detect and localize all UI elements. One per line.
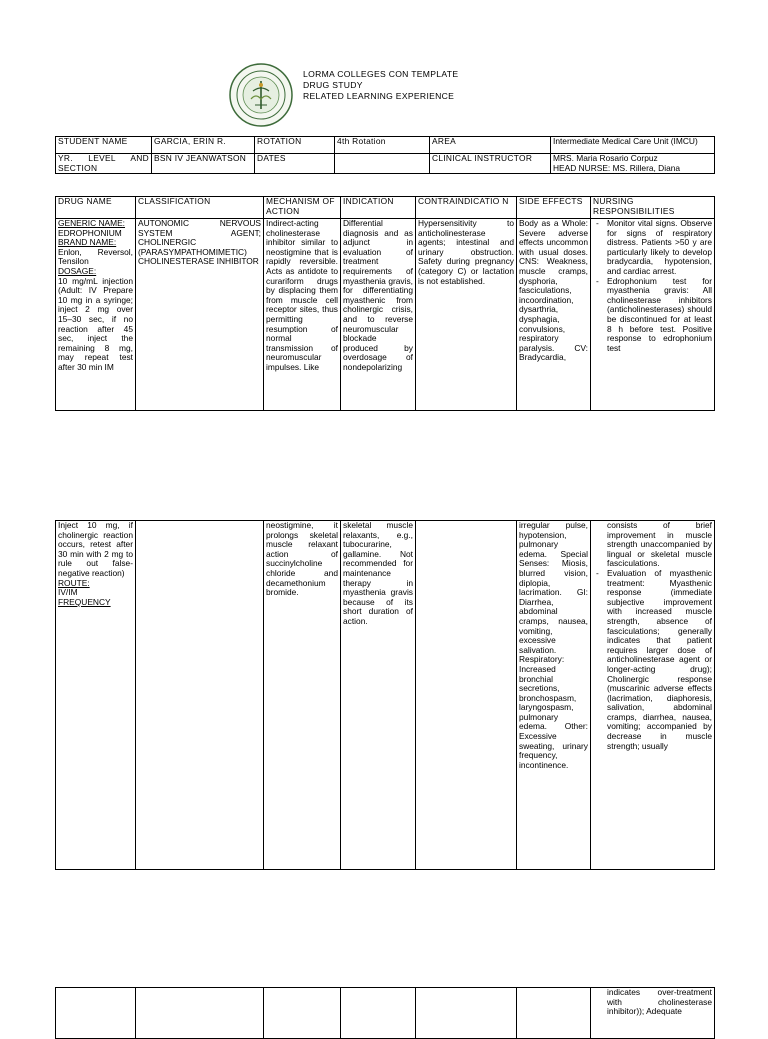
dosage-value: 10 mg/mL injection (Adult: IV Prepare 10 mg in a syringe; inject 2 mg over 15–30 sec, if no reaction after 45 sec, inject the remaining 8 mg, may repeat test after 30 min IM <box>58 275 133 372</box>
table-row <box>56 219 715 411</box>
header-subtitle: RELATED LEARNING EXPERIENCE <box>303 91 455 101</box>
nursing-cell <box>591 988 715 1039</box>
col-contraindication: CONTRAINDICATIO N <box>416 197 517 219</box>
dosage-continued: Inject 10 mg, if cholinergic reaction occurs, retest after 30 min with 2 mg to rule out false-negative reaction) <box>58 520 133 578</box>
generic-name-label: GENERIC NAME: <box>58 218 126 228</box>
table-row <box>56 988 715 1039</box>
document-header <box>303 69 458 102</box>
area-value: Intermediate Medical Care Unit (IMCU) <box>551 137 715 154</box>
col-side-effects: SIDE EFFECTS <box>517 197 591 219</box>
side-effects-cell: Body as a Whole: Severe adverse effects uncommon with usual doses. CNS: Weakness, muscle cramps, dysphoria, fasciculations, incoordination, dysarthria, dysphagia, convulsions, respiratory paralysis. CV: Bradycardia, <box>517 219 591 411</box>
drug-study-table <box>55 196 715 411</box>
nursing-item-text: consists of brief improvement in muscle strength unaccompanied by lingual or skeletal muscle fasciculations. <box>607 520 712 569</box>
indication-cell: Differential diagnosis and as adjunct in evaluation of treatment requirements of myasthenia gravis, for differentiating myasthenic from cholinergic crisis, and to reverse neuromuscular blockade produced by overdosage of nondepolarizing <box>341 219 416 411</box>
col-classification: CLASSIFICATION <box>136 197 264 219</box>
indication-cell: skeletal muscle relaxants, e.g., tubocurarine, gallamine. Not recommended for maintenance therapy in myasthenia gravis because of its short duration of action. <box>341 521 416 870</box>
clinical-instructor-value <box>551 154 715 174</box>
classification-cell <box>136 988 264 1039</box>
dosage-label: DOSAGE: <box>58 265 97 276</box>
contraindication-cell <box>416 988 517 1039</box>
drug-study-table-page3 <box>55 987 715 1039</box>
area-label: AREA <box>430 137 551 154</box>
nursing-cell <box>591 521 715 870</box>
header-title: DRUG STUDY <box>303 80 363 90</box>
list-item <box>593 988 712 1017</box>
table-row <box>56 521 715 870</box>
college-seal-logo <box>229 63 293 127</box>
student-name-label: STUDENT NAME <box>56 137 152 154</box>
student-name-value: GARCIA, ERIN R. <box>152 137 255 154</box>
nursing-item-text: Monitor vital signs. Observe for signs of respiratory distress. Patients >50 y are particularly likely to develop bradycardia, hypotension, and cardiac arrest. <box>607 218 712 276</box>
drug-table-header-row <box>56 197 715 219</box>
col-mechanism: MECHANISM OF ACTION <box>264 197 341 219</box>
brand-name-label: BRAND NAME: <box>58 237 117 248</box>
drug-name-cell <box>56 521 136 870</box>
drug-name-cell <box>56 988 136 1039</box>
col-nursing: NURSING RESPONSIBILITIES <box>591 197 715 219</box>
mechanism-cell <box>264 988 341 1039</box>
nursing-cell <box>591 219 715 411</box>
drug-study-table-continued <box>55 520 715 870</box>
classification-cell <box>136 521 264 870</box>
contraindication-cell <box>416 521 517 870</box>
classification-cell: AUTONOMIC NERVOUS SYSTEM AGENT; CHOLINERGIC (PARASYMPATHOMIMETIC) CHOLINESTERASE INHIBITOR <box>136 219 264 411</box>
year-level-label: YR. LEVEL AND SECTION <box>56 154 152 174</box>
contraindication-cell: Hypersensitivity to anticholinesterase agents; intestinal and urinary obstruction. Safety during pregnancy (category C) or lactation is not established. <box>416 219 517 411</box>
nursing-item-text: indicates over-treatment with cholinesterase inhibitor)); Adequate <box>607 987 712 1017</box>
rotation-value: 4th Rotation <box>335 137 430 154</box>
mechanism-cell: Indirect-acting cholinesterase inhibitor similar to neostigmine that is rapidly reversible. Acts as antidote to curariform drugs by displacing them from muscle cell receptor sites, thus permitting resumption of normal transmission of neuromuscular impulses. Like <box>264 219 341 411</box>
clinical-instructor-label: CLINICAL INSTRUCTOR <box>430 154 551 174</box>
list-item: - Evaluation of myasthenic treatment: Myasthenic response (immediate subjective improvement with increased muscle strength, absence of fasciculations; generally indicates that patient requires larger dose of anticholinesterase agent or longer-acting drug); Cholinergic response (muscarinic adverse effects (lacrimation, diaphoresis, salivation, abdominal cramps, diarrhea, nausea, vomiting; accompanied by decrease in muscle strength; usually <box>596 567 712 751</box>
route-label: ROUTE: <box>58 577 90 588</box>
nursing-item-text: Evaluation of myasthenic treatment: Myasthenic response (immediate subjective improvement with increased muscle strength, absence of fasciculations; generally indicates that patient requires larger dose of anticholinesterase agent or longer-acting drug); Cholinergic response (muscarinic adverse effects (lacrimation, diaphoresis, salivation, abdominal cramps, diarrhea, nausea, vomiting; accompanied by decrease in muscle strength; usually <box>607 567 712 751</box>
instructor-name: MRS. Maria Rosario Corpuz <box>553 153 658 163</box>
nursing-item-text: Edrophonium test for myasthenia gravis: All cholinesterase inhibitors (anticholinesterases) should be discontinued for at least 8 h before test. Positive response to edrophonium test <box>607 275 712 353</box>
year-level-value: BSN IV JEANWATSON <box>152 154 255 174</box>
side-effects-cell: irregular pulse, hypotension, pulmonary edema. Special Senses: Miosis, blurred vision, diplopia, lacrimation. GI: Diarrhea, abdominal cramps, nausea, vomiting, excessive salivation. Respiratory: Increased bronchial secretions, bronchospasm, laryngospasm, pulmonary edema. Other: Excessive sweating, urinary frequency, incontinence. <box>517 521 591 870</box>
drug-name-cell <box>56 219 136 411</box>
header-institution: LORMA COLLEGES CON TEMPLATE <box>303 69 459 79</box>
col-drug-name: DRUG NAME <box>56 197 136 219</box>
dates-label: DATES <box>255 154 335 174</box>
list-item <box>593 521 712 569</box>
route-value: IV/IM <box>58 587 78 598</box>
col-indication: INDICATION <box>341 197 416 219</box>
brand-name-value: Enlon, Reversol, Tensilon <box>58 246 133 267</box>
list-item: - Monitor vital signs. Observe for signs of respiratory distress. Patients >50 y are particularly likely to develop bradycardia, hypotension, and cardiac arrest. <box>596 218 712 276</box>
dates-value <box>335 154 430 174</box>
frequency-label: FREQUENCY <box>58 596 111 607</box>
list-item: - Edrophonium test for myasthenia gravis: All cholinesterase inhibitors (anticholinesterases) should be discontinued for at least 8 h before test. Positive response to edrophonium test <box>596 275 712 353</box>
generic-name-value: EDROPHONIUM <box>58 227 122 238</box>
head-nurse-name: HEAD NURSE: MS. Rillera, Diana <box>553 162 681 173</box>
mechanism-cell: neostigmine, it prolongs skeletal muscle relaxant action of succinylcholine chloride and decamethonium bromide. <box>264 521 341 870</box>
indication-cell <box>341 988 416 1039</box>
side-effects-cell <box>517 988 591 1039</box>
student-info-table <box>55 136 715 174</box>
rotation-label: ROTATION <box>255 137 335 154</box>
